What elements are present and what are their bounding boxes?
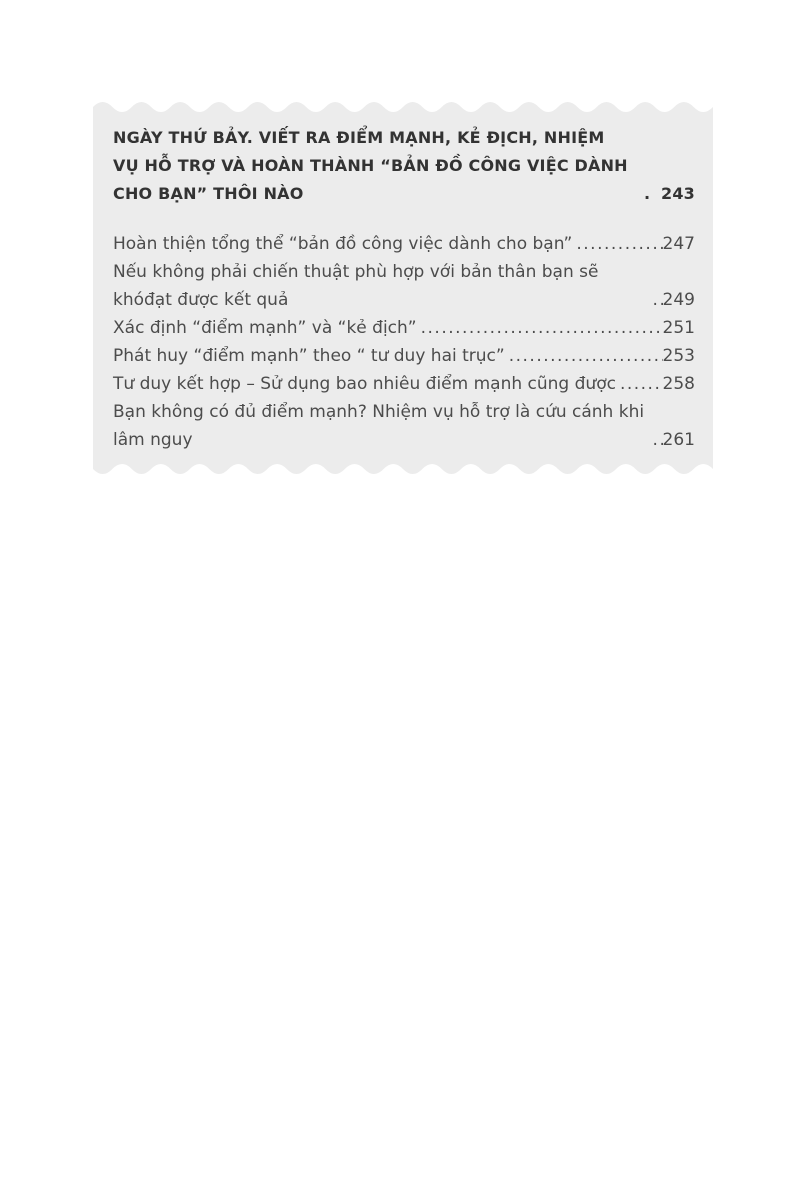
dot-leader bbox=[421, 314, 663, 342]
entry-page-number: 247 bbox=[662, 234, 695, 254]
dot-leader bbox=[644, 180, 654, 208]
toc-panel-body bbox=[93, 114, 713, 462]
toc-entry bbox=[113, 314, 695, 342]
entry-page-number: 258 bbox=[662, 374, 695, 394]
chapter-page-number: 243 bbox=[661, 184, 695, 203]
entry-title: Xác định “điểm mạnh” và “kẻ địch” bbox=[113, 318, 417, 338]
entry-page-number: 261 bbox=[662, 430, 695, 450]
toc-entry bbox=[113, 398, 695, 454]
entry-title: Phát huy “điểm mạnh” theo “ tư duy hai trục” bbox=[113, 346, 505, 366]
toc-entry-list bbox=[113, 230, 695, 454]
toc-panel bbox=[93, 100, 713, 476]
entry-page-number: 249 bbox=[662, 290, 695, 310]
entry-title: Tư duy kết hợp – Sử dụng bao nhiêu điểm mạnh cũng được bbox=[113, 374, 616, 394]
toc-entry bbox=[113, 370, 695, 398]
entry-page-number: 251 bbox=[662, 318, 695, 338]
toc-entry bbox=[113, 258, 695, 314]
dot-leader bbox=[509, 342, 663, 370]
toc-entry bbox=[113, 230, 695, 258]
entry-title: Nếu không phải chiến thuật phù hợp với bản thân bạn sẽ khóđạt được kết quả bbox=[113, 262, 599, 310]
dot-leader bbox=[620, 370, 663, 398]
toc-entry bbox=[113, 342, 695, 370]
dot-leader bbox=[653, 426, 663, 454]
wavy-edge-top bbox=[93, 100, 713, 114]
entry-title: Hoàn thiện tổng thể “bản đồ công việc dành cho bạn” bbox=[113, 234, 573, 254]
toc-chapter-heading bbox=[113, 124, 695, 208]
dot-leader bbox=[653, 286, 663, 314]
entry-page-number: 253 bbox=[662, 346, 695, 366]
entry-title: Bạn không có đủ điểm mạnh? Nhiệm vụ hỗ trợ là cứu cánh khi lâm nguy bbox=[113, 402, 645, 450]
wavy-edge-bottom bbox=[93, 462, 713, 476]
chapter-title: NGÀY THỨ BẢY. VIẾT RA ĐIỂM MẠNH, KẺ ĐỊCH, NHIỆM VỤ HỖ TRỢ VÀ HOÀN THÀNH “BẢN ĐỒ CÔNG VIỆC DÀNH CHO BẠN” THÔI NÀO bbox=[113, 128, 628, 203]
dot-leader bbox=[576, 230, 662, 258]
